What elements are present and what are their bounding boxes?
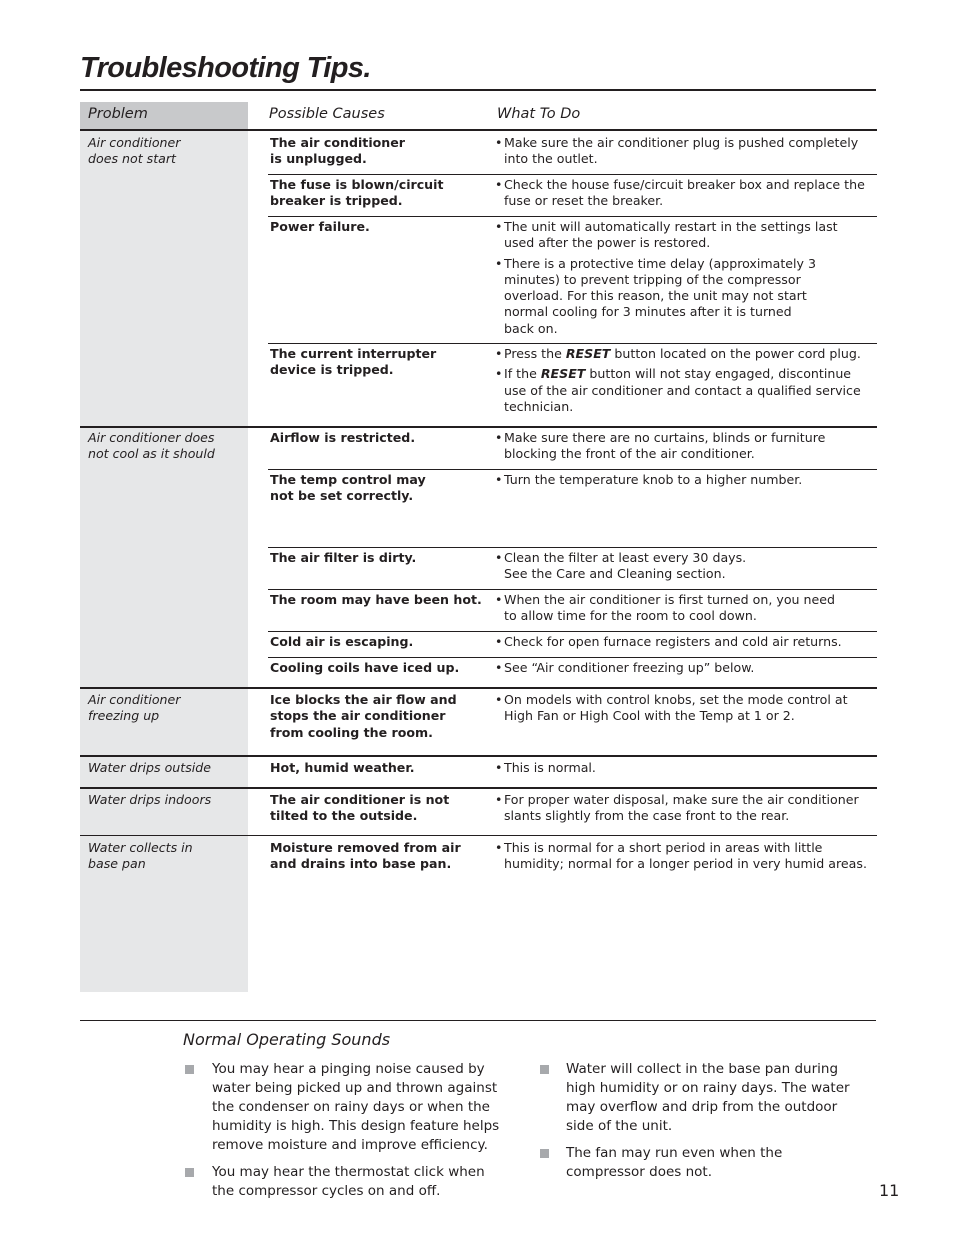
row-divider [268,589,877,590]
sounds-title: Normal Operating Sounds [183,1030,391,1049]
cause-text: Cooling coils have iced up. [270,660,460,675]
row-divider [268,343,877,344]
todo-cell [495,692,867,729]
sound-item: You may hear the thermostat click when the compressor cycles on and off. [212,1164,485,1199]
group-divider [80,755,877,757]
todo-cell [495,840,867,877]
sound-item: The fan may run even when the compressor does not. [566,1145,783,1180]
possible-causes-header: Possible Causes [269,106,385,122]
todo-cell [495,660,867,680]
sound-item: You may hear a pinging noise caused by water being picked up and thrown against the condenser on rainy days or when the humidity is high. This design feature helps remove moisture and improve efficiency. [212,1061,500,1153]
todo-cell [495,792,867,829]
problem-label: Water drips indoors [88,792,212,807]
cause-text: Cold air is escaping. [270,634,414,649]
bullet-square-icon [540,1149,549,1158]
cause-text: Airflow is restricted. [270,430,416,445]
todo-cell [495,550,867,587]
group-divider [80,787,877,789]
todo-item: • Check the house fuse/circuit breaker box and replace the fuse or reset the breaker. [495,177,867,210]
row-divider [268,174,877,175]
what-to-do-header: What To Do [497,106,581,122]
row-divider [268,631,877,632]
header-rule [80,129,877,131]
group-divider [80,835,877,836]
cause-text: Hot, humid weather. [270,760,415,775]
cause-text: The fuse is blown/circuit breaker is tripped. [270,177,444,209]
todo-item: • Check for open furnace registers and cold air returns. [495,634,867,650]
todo-cell [495,430,867,467]
todo-item: • See “Air conditioner freezing up” below. [495,660,867,676]
cause-text: The current interrupter device is tripped. [270,346,437,378]
todo-cell [495,472,867,492]
todo-cell [495,346,867,419]
cause-text: Moisture removed from air and drains into base pan. [270,840,461,872]
todo-item: • For proper water disposal, make sure the air conditioner slants slightly from the case front to the rear. [495,792,867,825]
row-divider [268,547,877,548]
todo-cell [495,760,867,780]
todo-text: button located on the power cord plug. [610,346,861,361]
cause-text: The air conditioner is unplugged. [270,135,406,167]
cause-text: Ice blocks the air flow and stops the air conditioner from cooling the room. [270,692,457,740]
problem-label: Water collects in base pan [88,840,193,872]
todo-item [495,346,867,362]
todo-text: button will not stay engaged, discontinue use of the air conditioner and contact a qualified service technician. [504,366,861,414]
todo-item: • Turn the temperature knob to a higher number. [495,472,867,488]
todo-item: • The unit will automatically restart in the settings last used after the power is restored. [495,219,840,252]
problem-label: Air conditioner does not cool as it should [88,430,215,462]
cause-text: The air filter is dirty. [270,550,417,565]
problem-label: Water drips outside [88,760,212,775]
todo-item: • There is a protective time delay (approximately 3 minutes) to prevent tripping of the compressor overload. For this reason, the unit may not start normal cooling for 3 minutes after it is turned back on. [495,256,824,337]
todo-item: • Make sure there are no curtains, blinds or furniture blocking the front of the air conditioner. [495,430,834,463]
todo-item: • When the air conditioner is first turned on, you need to allow time for the room to cool down. [495,592,844,625]
todo-text: If the [504,366,541,382]
todo-item: • Make sure the air conditioner plug is pushed completely into the outlet. [495,135,867,168]
todo-text: Press the [504,346,566,361]
problem-label: Air conditioner freezing up [88,692,181,724]
todo-cell [495,177,867,214]
cause-text: The air conditioner is not tilted to the outside. [270,792,450,824]
row-divider [268,657,877,658]
row-divider [268,216,877,217]
cause-text: The temp control may not be set correctly. [270,472,426,504]
problem-label: Air conditioner does not start [88,135,181,167]
group-divider [80,426,877,428]
group-divider [80,687,877,689]
cause-text: The room may have been hot. [270,592,482,607]
reset-label: RESET [540,366,586,382]
todo-cell [495,135,867,172]
title-rule [80,89,876,91]
bullet-square-icon [185,1168,194,1177]
todo-item: • On models with control knobs, set the mode control at High Fan or High Cool with the Temp at 1 or 2. [495,692,859,725]
todo-item [495,366,867,415]
todo-item: • This is normal. [495,760,867,776]
problem-header: Problem [88,106,148,122]
row-divider [268,469,877,470]
todo-item: • This is normal for a short period in areas with little humidity; normal for a longer period in very humid areas. [495,840,867,873]
section-rule [80,1020,876,1021]
sound-item: Water will collect in the base pan during high humidity or on rainy days. The water may overflow and drip from the outdoor side of the unit. [566,1061,850,1134]
todo-item: • Clean the filter at least every 30 days. See the Care and Cleaning section. [495,550,749,583]
todo-cell [495,592,867,629]
cause-text: Power failure. [270,219,370,234]
bullet-square-icon [540,1065,549,1074]
page-number: 11 [879,1181,900,1200]
todo-cell [495,634,867,654]
todo-cell [495,219,840,341]
page-title: Troubleshooting Tips. [80,52,371,84]
bullet-square-icon [185,1065,194,1074]
reset-label: RESET [565,346,611,361]
